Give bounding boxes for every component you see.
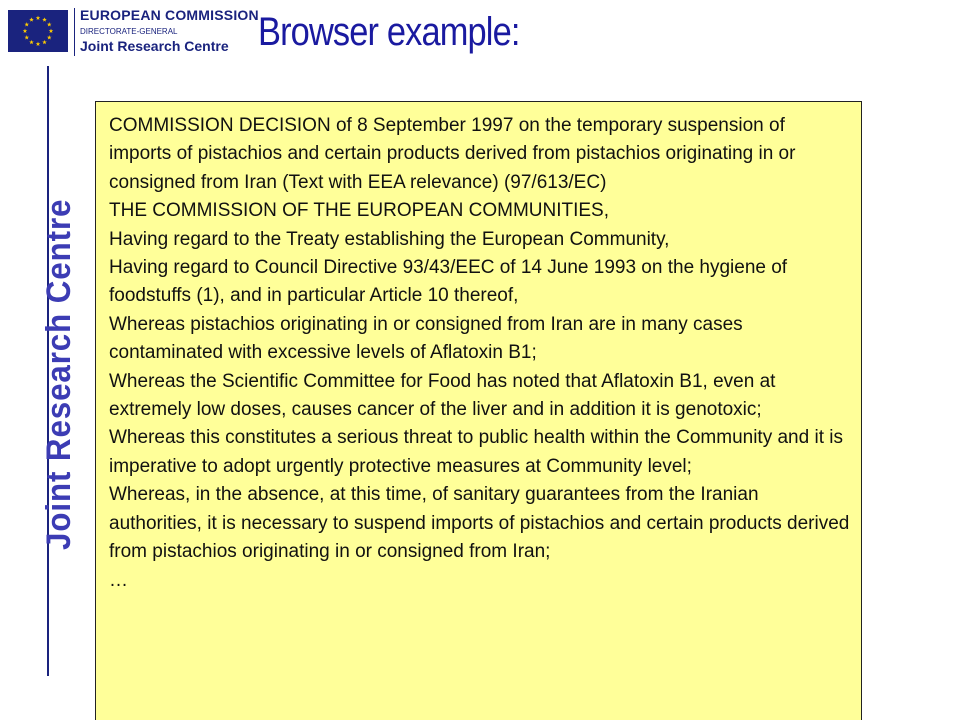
- doc-paragraph-ellipsis: …: [109, 569, 128, 591]
- logo-commission-text: EUROPEAN COMMISSION: [80, 7, 259, 23]
- doc-paragraph-treaty: Having regard to the Treaty establishing the European Community,: [109, 228, 670, 250]
- doc-paragraph-threat: Whereas this constitutes a serious threat to public health within the Community and it is imperative to adopt urgently protective measures at Community level;: [109, 427, 843, 477]
- eu-flag-icon: [8, 10, 68, 52]
- doc-paragraph-suspension: Whereas, in the absence, at this time, of sanitary guarantees from the Iranian authorities, it is necessary to suspend imports of pistachios and certain products derived from pistachios originating in or consigned from Iran;: [109, 484, 850, 563]
- logo-centre-text: Joint Research Centre: [80, 38, 229, 54]
- doc-paragraph-contamination: Whereas pistachios originating in or consigned from Iran are in many cases contaminated with excessive levels of Aflatoxin B1;: [109, 313, 743, 364]
- doc-paragraph-committee: Whereas the Scientific Committee for Food has noted that Aflatoxin B1, even at extremely low doses, causes cancer of the liver and in addition it is genotoxic;: [109, 370, 776, 421]
- doc-paragraph-commission: THE COMMISSION OF THE EUROPEAN COMMUNITIES,: [109, 200, 610, 222]
- document-box: [95, 101, 862, 720]
- side-brand-label: [40, 168, 79, 550]
- eu-logo: [0, 0, 259, 62]
- logo-divider: [74, 8, 75, 56]
- side-brand-text: Joint Research Centre: [40, 198, 78, 550]
- logo-directorate-text: DIRECTORATE-GENERAL: [80, 27, 178, 36]
- doc-paragraph-title: COMMISSION DECISION of 8 September 1997 on the temporary suspension of imports of pistachios and certain products derived from pistachios originating in or consigned from Iran (Text with EEA relevance) (97/613/EC): [109, 115, 796, 193]
- slide-title: Browser example:: [258, 10, 520, 54]
- doc-paragraph-directive: Having regard to Council Directive 93/43/EEC of 14 June 1993 on the hygiene of foodstuffs (1), and in particular Article 10 thereof,: [109, 257, 788, 307]
